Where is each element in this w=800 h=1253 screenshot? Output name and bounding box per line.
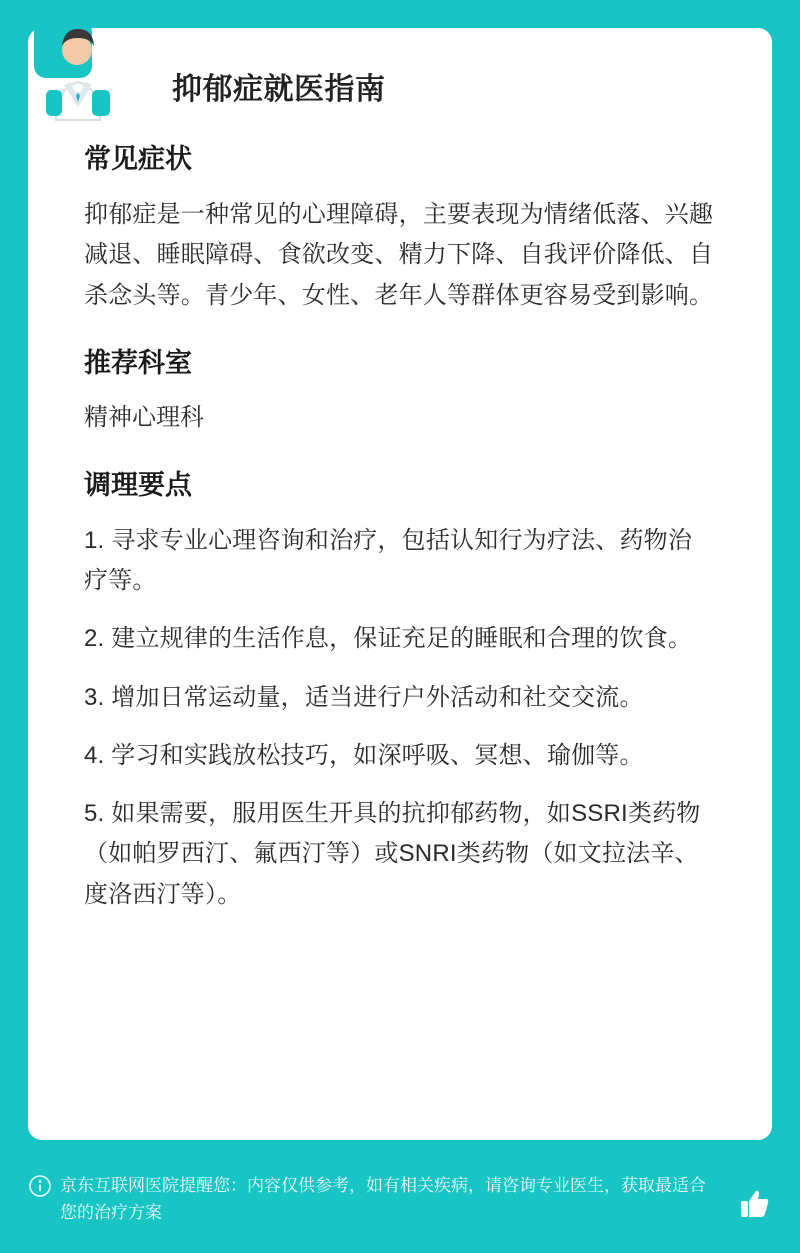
page-title: 抑郁症就医指南 <box>172 73 386 106</box>
list-item: 4. 学习和实践放松技巧，如深呼吸、冥想、瑜伽等。 <box>84 741 644 769</box>
care-points-list <box>84 521 716 916</box>
section-heading-department: 推荐科室 <box>84 348 192 379</box>
section-text-department: 精神心理科 <box>84 404 204 432</box>
thumbs-up-icon[interactable] <box>738 1186 772 1220</box>
section-text-symptoms: 抑郁症是一种常见的心理障碍，主要表现为情绪低落、兴趣减退、睡眠障碍、食欲改变、精力下降、自我评价降低、自杀念头等。青少年、女性、老年人等群体更容易受到影响。 <box>84 201 714 309</box>
info-circle-icon <box>28 1174 52 1198</box>
content-card <box>28 28 772 1140</box>
list-item: 1. 寻求专业心理咨询和治疗，包括认知行为疗法、药物治疗等。 <box>84 526 693 594</box>
list-item: 2. 建立规律的生活作息，保证充足的睡眠和合理的饮食。 <box>84 625 693 653</box>
list-item: 3. 增加日常运动量，适当进行户外活动和社交交流。 <box>84 683 644 711</box>
section-heading-care-points: 调理要点 <box>84 469 192 500</box>
footer-text: 京东互联网医院提醒您：内容仅供参考，如有相关疾病，请咨询专业医生，获取最适合您的治疗方案 <box>60 1175 706 1223</box>
section-heading-symptoms: 常见症状 <box>84 144 192 174</box>
doctor-avatar-icon <box>32 16 124 124</box>
list-item: 5. 如果需要，服用医生开具的抗抑郁药物，如SSRI类药物（如帕罗西汀、氟西汀等）或SNRI类药物（如文拉法辛、度洛西汀等）。 <box>84 800 701 908</box>
footer-disclaimer <box>28 1172 772 1227</box>
